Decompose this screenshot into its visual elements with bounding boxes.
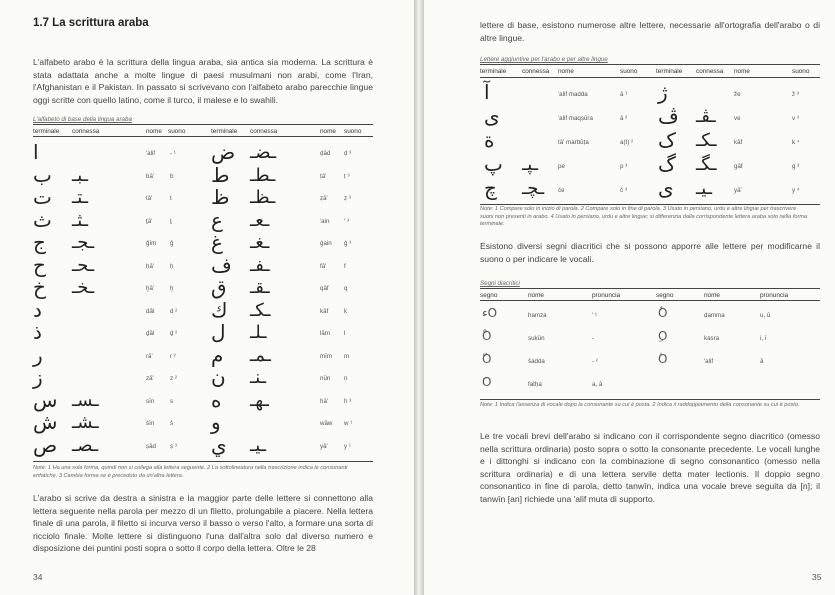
letter-sound: g ³	[792, 163, 800, 170]
letter-terminal: آ	[484, 80, 490, 104]
letter-terminal: ط	[211, 162, 230, 187]
letter-name: mīm	[320, 352, 333, 360]
column-header: segno	[656, 292, 674, 299]
letter-name: kāf	[734, 139, 743, 146]
diacritic-pronunciation: - ²	[592, 358, 598, 365]
letter-connected: ـجـ	[72, 232, 95, 253]
alphabet-table-note: Note: 1 Ha una sola forma, quindi non si collega alla lettera seguente. 2 La sottolineatura nella trascrizione indica le consonanti enfatiche. 3 Cambia forma se è preceduto da un'altra lettera.	[33, 465, 348, 479]
letter-name: ẓā'	[320, 195, 328, 202]
letter-sound: h ³	[344, 397, 352, 405]
alphabet-table-caption: L'alfabeto di base della lingua araba	[33, 116, 132, 123]
diacritic-pronunciation: ā	[760, 358, 764, 365]
letter-sound: n	[344, 375, 348, 382]
diacritics-intro: Esistono diversi segni diacritici che si possono apporre alle lettere per modificarne il suono o per indicare le vocali.	[480, 241, 820, 264]
letter-terminal: س	[33, 387, 58, 412]
letter-name: lām	[320, 330, 330, 337]
page-number-right: 35	[812, 572, 822, 582]
letter-terminal: ڤ	[658, 104, 679, 128]
letter-terminal: ن	[211, 365, 226, 389]
letter-sound: b	[170, 172, 174, 180]
letter-connected: ـقـ	[250, 277, 270, 298]
letter-terminal: ز	[33, 365, 43, 389]
letter-name: yā'	[320, 442, 328, 450]
letter-sound: k ⁴	[792, 139, 800, 146]
letter-name: ḥā'	[146, 262, 155, 270]
letter-name: če	[558, 187, 565, 194]
letter-name: tā' marbūṭa	[558, 139, 589, 146]
column-header: pronuncia	[592, 292, 621, 299]
letter-terminal: ع	[211, 207, 223, 232]
letter-name: bā'	[146, 172, 155, 180]
diacritic-sign: َO	[482, 375, 492, 389]
letter-name: dāl	[146, 307, 155, 315]
letter-terminal: ى	[484, 104, 500, 128]
letter-sound: ḏ ²	[170, 330, 178, 337]
letter-name: ǧīm	[146, 240, 157, 247]
letter-name: ṣād	[146, 442, 156, 450]
letter-connected: ـچـ	[522, 178, 545, 199]
letter-sound: q	[344, 285, 348, 292]
letter-sound: ṯ	[170, 217, 172, 225]
letter-terminal: م	[211, 342, 224, 367]
page-number-left: 34	[33, 572, 43, 582]
letter-terminal: ح	[33, 252, 46, 277]
letter-sound: t	[170, 195, 172, 202]
diacritic-name: 'alif	[704, 358, 714, 365]
body-paragraph-right: Le tre vocali brevi dell'arabo si indicano con il corrispondente segno diacritico (omesso nella scrittura ordinaria) posto sopra o sotto la consonante precedente. Le vocali lunghe e i dittonghi si indicano con la combinazione di segno consonantico (omesso nella scrittura ordinaria) e di una lettera servile detta mater lectionis. Il doppio segno consonantico in fine di parola, detto tanwīn, indica una vocale breve seguita da [n]; il tanwīn [an] richiede una 'alif muta di supporto.	[480, 431, 820, 504]
letter-name: gāf	[734, 163, 743, 170]
letter-terminal: ف	[211, 252, 232, 277]
letter-connected: ـبـ	[72, 164, 88, 186]
letter-terminal: ر	[33, 342, 43, 367]
diacritic-sign: ءO	[482, 306, 498, 320]
column-header: nome	[734, 68, 750, 75]
letter-sound: - ¹	[170, 150, 176, 157]
letter-terminal: ق	[211, 275, 227, 299]
diacritic-sign: ِO	[658, 329, 668, 343]
letter-connected: ـگـ	[696, 154, 717, 175]
letter-connected: ـخـ	[72, 277, 95, 298]
letter-name: tā'	[146, 195, 153, 202]
letter-name: že	[734, 91, 741, 98]
letter-name: šīn	[146, 420, 155, 427]
column-header: segno	[480, 292, 498, 299]
column-header: connessa	[250, 128, 278, 135]
letter-sound: ǧ	[170, 240, 174, 247]
right-page	[424, 0, 835, 595]
letter-connected: ـیـ	[696, 178, 712, 199]
letter-terminal: ژ	[658, 80, 668, 104]
letter-sound: a(t) ²	[620, 139, 634, 146]
column-header: nome	[146, 128, 162, 135]
additional-letters-note: Note: 1 Compare solo in inizio di parola. 2 Compare solo in fine di parola. 3 Usato in persiano, urdu e altre lingue per trascrivere suoni non presenti in arabo. 4 Usato in persiano, urdu e altre lingue; si differenzia dalla corrispondente lettera araba solo nella forma terminale.	[480, 206, 808, 228]
letter-connected: ـحـ	[72, 254, 95, 276]
letter-name: ḫā'	[146, 285, 155, 292]
letter-sound: m	[344, 352, 350, 360]
letter-connected: ـمـ	[250, 344, 271, 366]
letter-terminal: ل	[211, 320, 226, 344]
diacritic-pronunciation: ' ¹	[592, 312, 597, 319]
letter-connected: ـهـ	[250, 389, 269, 411]
column-header: nome	[528, 292, 544, 299]
letter-connected: ـثـ	[72, 209, 88, 231]
diacritic-name: hamza	[528, 312, 547, 319]
diacritic-sign: ّO	[482, 352, 492, 366]
letter-terminal: چ	[484, 176, 497, 200]
letter-sound: r ²	[170, 352, 176, 360]
letter-name: ḍād	[320, 150, 331, 157]
letter-sound: ẓ ³	[344, 195, 351, 202]
letter-name: fā'	[320, 262, 327, 270]
letter-name: 'alif maqṣūra	[558, 115, 593, 122]
letter-terminal: ث	[33, 207, 52, 232]
diacritic-name: šadda	[528, 358, 545, 365]
column-header: connessa	[72, 128, 100, 135]
diacritics-caption: Segni diacritici	[480, 280, 520, 287]
diacritic-sign: ْO	[482, 329, 492, 343]
column-header: pronuncia	[760, 292, 789, 299]
letter-name: rā'	[146, 352, 153, 360]
letter-name: hā'	[320, 397, 329, 405]
letter-sound: š	[170, 420, 174, 427]
letter-terminal: ص	[33, 432, 58, 457]
letter-sound: ḥ	[170, 262, 174, 270]
letter-terminal: گ	[658, 152, 676, 176]
diacritic-name: fatḥa	[528, 381, 542, 388]
letter-terminal: ي	[211, 432, 227, 457]
letter-terminal: ب	[33, 162, 52, 187]
letter-name: kāf	[320, 307, 329, 315]
letter-name: 'alif madda	[558, 91, 588, 98]
column-header: suono	[792, 68, 810, 75]
letter-terminal: ا	[33, 140, 39, 164]
letter-connected: ـعـ	[250, 209, 270, 231]
column-header: nome	[320, 128, 336, 135]
letter-name: sīn	[146, 397, 155, 405]
section-title: 1.7 La scrittura araba	[33, 17, 149, 29]
diacritic-pronunciation: a, ā	[592, 381, 603, 388]
letter-name: yā'	[734, 187, 742, 194]
letter-terminal: ت	[33, 185, 52, 209]
letter-name: nūn	[320, 375, 331, 382]
letter-name: ve	[734, 115, 741, 122]
diacritic-sign: ٰO	[658, 352, 668, 366]
letter-connected: ـفـ	[250, 254, 270, 276]
diacritics-note: Note: 1 Indica l'assenza di vocale dopo la consonante su cui è posta. 2 Indica il raddoppiamento della consonante su cui è posto.	[480, 402, 800, 408]
letter-connected: ـيـ	[250, 434, 266, 456]
diacritic-name: sukūn	[528, 335, 545, 342]
letter-name: ḏāl	[146, 330, 155, 337]
letter-connected: ـکـ	[696, 130, 717, 151]
column-header: terminale	[33, 128, 60, 135]
continuation-paragraph: lettere di base, esistono numerose altre lettere, necessarie all'ortografia dell'arabo o di altre lingue.	[480, 20, 820, 43]
column-header: nome	[558, 68, 574, 75]
letter-sound: p ³	[620, 163, 628, 170]
letter-terminal: ی	[658, 176, 674, 200]
letter-sound: ' ³	[344, 217, 349, 225]
letter-sound: ġ ³	[344, 240, 352, 247]
column-header: terminale	[656, 68, 683, 75]
letter-sound: s	[170, 397, 174, 405]
letter-sound: d ²	[170, 307, 178, 315]
letter-connected: ـڤـ	[696, 106, 716, 127]
column-header: suono	[168, 128, 186, 135]
letter-terminal: خ	[33, 275, 46, 299]
letter-name: ṯā'	[146, 217, 153, 225]
letter-sound: ṭ ³	[344, 172, 350, 180]
diacritic-name: kasra	[704, 335, 720, 342]
letter-connected: ـطـ	[250, 164, 276, 186]
letter-name: ṭā'	[320, 172, 327, 180]
letter-terminal: ک	[658, 128, 676, 152]
letter-terminal: پ	[484, 152, 503, 176]
letter-sound: f	[344, 262, 346, 270]
letter-sound: l	[344, 330, 346, 337]
letter-sound: v ³	[792, 115, 799, 122]
letter-name: wāw	[320, 420, 333, 427]
letter-connected: ـتـ	[72, 187, 88, 208]
letter-terminal: ك	[211, 297, 228, 322]
letter-name: qāf	[320, 285, 329, 292]
letter-connected: ـضـ	[250, 142, 277, 163]
column-header: terminale	[211, 128, 238, 135]
diacritic-pronunciation: i, ī	[760, 335, 767, 342]
left-page	[0, 0, 416, 595]
letter-connected: ـغـ	[250, 232, 270, 253]
column-header: terminale	[480, 68, 507, 75]
letter-connected: ـشـ	[72, 412, 99, 433]
letter-connected: ـنـ	[250, 367, 266, 388]
letter-connected: ـپـ	[522, 154, 538, 175]
letter-terminal: غ	[211, 230, 223, 254]
letter-name: zā'	[146, 375, 154, 382]
letter-terminal: ة	[484, 128, 495, 152]
column-header: suono	[344, 128, 362, 135]
column-header: nome	[704, 292, 720, 299]
letter-name: 'alif	[146, 150, 156, 157]
column-header: connessa	[522, 68, 550, 75]
letter-sound: y ⁴	[792, 187, 800, 194]
letter-terminal: د	[33, 297, 42, 322]
letter-sound: ḍ ³	[344, 150, 352, 157]
letter-name: ġain	[320, 240, 332, 247]
letter-connected: ـلـ	[250, 322, 267, 343]
letter-sound: ā ²	[620, 115, 628, 122]
letter-sound: z ²	[170, 375, 177, 382]
body-paragraph-left: L'arabo si scrive da destra a sinistra e la maggior parte delle lettere si connettono alla lettera seguente nella parola per mezzo di un filetto, prolungabile a piacere. Nella lettera finale di una parola, il filetto si incurva verso il basso o verso l'alto, a formare una sorta di ricciolo finale. Molte lettere si distinguono l'una dall'altra solo dal diverso numero e disposizione dei puntini posti sopra o sotto il corpo della lettera. Oltre le 28	[33, 493, 373, 554]
letter-sound: ḫ	[170, 285, 174, 292]
diacritic-pronunciation: -	[592, 335, 595, 342]
letter-terminal: ج	[33, 230, 46, 254]
column-header: suono	[620, 68, 638, 75]
letter-sound: w ¹	[344, 420, 353, 427]
letter-terminal: ه	[211, 387, 222, 412]
letter-sound: ž ³	[792, 91, 799, 98]
letter-sound: k	[344, 307, 348, 315]
letter-connected: ـسـ	[72, 389, 99, 411]
diacritic-pronunciation: u, ū	[760, 312, 771, 319]
letter-sound: y ¹	[344, 442, 351, 450]
diacritic-name: ḍamma	[704, 312, 725, 319]
letter-terminal: ذ	[33, 320, 42, 344]
letter-connected: ـظـ	[250, 187, 276, 208]
letter-terminal: و	[211, 410, 221, 434]
letter-terminal: ش	[33, 410, 58, 434]
letter-sound: ā ¹	[620, 91, 628, 98]
letter-name: 'ain	[320, 217, 330, 225]
letter-connected: ـصـ	[72, 434, 99, 456]
column-header: connessa	[696, 68, 724, 75]
intro-paragraph: L'alfabeto arabo è la scrittura della lingua araba, sia antica sia moderna. La scrittura è stata adattata anche a molte lingue di paesi musulmani non arabi, come l'Iran, l'Afghanistan e il Pakistan. In passato si scrivevano con l'alfabeto arabo parecchie lingue oggi scritte con quello latino, come il turco, il malese e lo swahili.	[33, 57, 373, 105]
letter-sound: č ³	[620, 187, 627, 194]
letter-sound: ṣ ³	[170, 442, 177, 450]
diacritic-sign: ُO	[658, 306, 668, 320]
letter-terminal: ظ	[211, 185, 230, 209]
letter-name: pe	[558, 163, 565, 170]
letter-connected: ـكـ	[250, 299, 271, 321]
letter-terminal: ض	[211, 140, 236, 164]
additional-letters-caption: Lettere aggiuntive per l'arabo e per altre lingue	[480, 56, 608, 63]
